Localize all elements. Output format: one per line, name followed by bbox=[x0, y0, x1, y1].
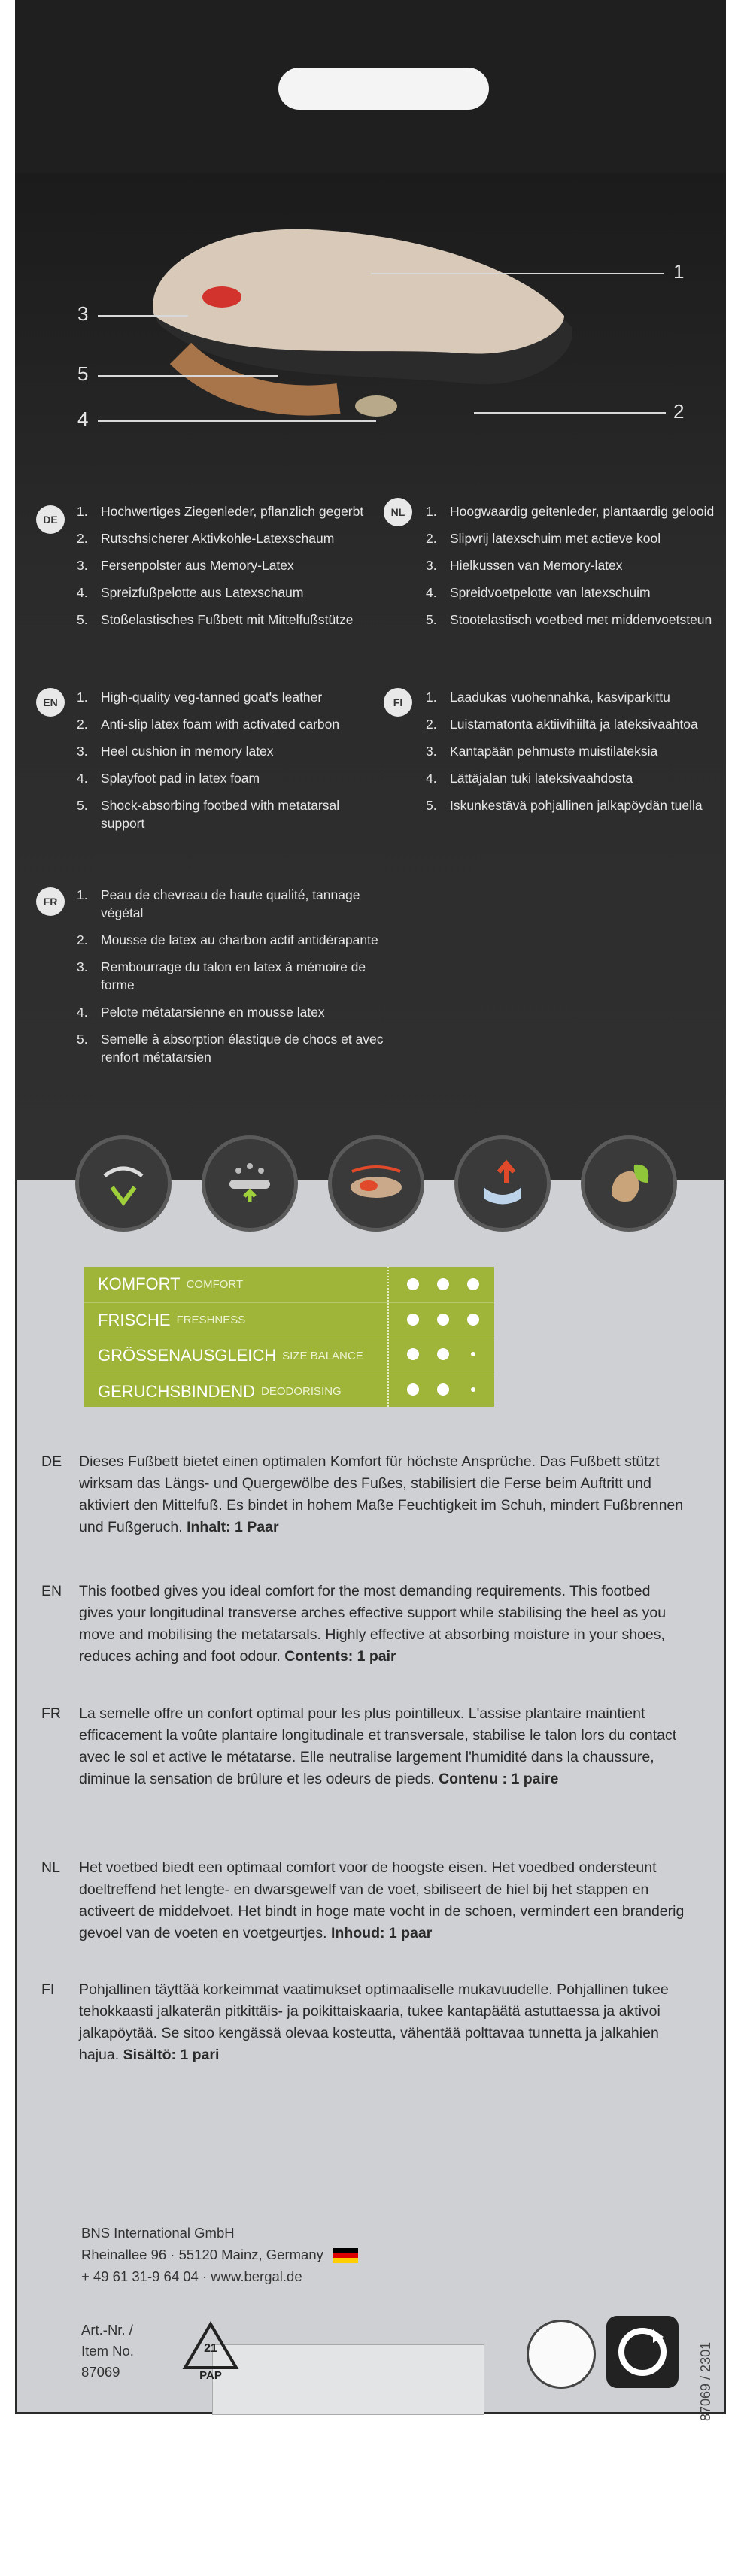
feature-item: 4. Spreidvoetpelotte van latexschuim bbox=[426, 585, 651, 600]
company-name: BNS International GmbH bbox=[81, 2225, 235, 2241]
rating-dot bbox=[437, 1348, 449, 1360]
recycle-material: PAP bbox=[199, 2369, 222, 2382]
company-street: Rheinallee 96 · 55120 Mainz, Germany bbox=[81, 2247, 323, 2262]
feature-list-fr bbox=[77, 886, 385, 1075]
callout-line-4 bbox=[98, 420, 376, 422]
feature-item: 2. Luistamatonta aktiivihiiltä ja lateksivaahtoa bbox=[426, 717, 698, 732]
feature-list-nl bbox=[426, 502, 734, 638]
feature-list-de bbox=[77, 502, 385, 638]
rating-dot bbox=[407, 1314, 419, 1326]
feature-item: 1. Laadukas vuohennahka, kasviparkittu bbox=[426, 689, 670, 705]
breathable-foam-icon bbox=[202, 1135, 298, 1232]
rating-dot bbox=[471, 1387, 475, 1392]
feature-item: 3. Kantapään pehmuste muistilateksia bbox=[426, 744, 658, 759]
rating-row: GRÖSSENAUSGLEICH SIZE BALANCE bbox=[84, 1338, 494, 1374]
callout-5: 5 bbox=[77, 362, 89, 385]
rating-dot bbox=[407, 1383, 419, 1396]
feature-item: 5. Stootelastisch voetbed met middenvoetsteun bbox=[426, 612, 712, 627]
hanger-tab bbox=[15, 0, 726, 177]
recycled-paper-seal-icon bbox=[527, 2320, 596, 2389]
rating-panel bbox=[84, 1267, 494, 1407]
insole-illustration bbox=[113, 203, 602, 444]
flexible-arch-icon bbox=[75, 1135, 172, 1232]
feature-list-en bbox=[77, 688, 385, 841]
company-contact: + 49 61 31-9 64 04 · www.bergal.de bbox=[81, 2268, 302, 2284]
callout-2: 2 bbox=[673, 400, 685, 423]
product-code-vertical: 87069 / 2301 bbox=[698, 2341, 713, 2421]
heel-cushion-icon bbox=[328, 1135, 424, 1232]
feature-item: 2. Anti-slip latex foam with activated carbon bbox=[77, 717, 340, 732]
badge-en: EN bbox=[36, 688, 65, 717]
callout-4: 4 bbox=[77, 408, 89, 430]
moisture-absorb-icon bbox=[454, 1135, 551, 1232]
callout-1: 1 bbox=[673, 260, 685, 283]
feature-item: 2. Slipvrij latexschuim met actieve kool bbox=[426, 531, 661, 546]
eco-leaf-icon bbox=[581, 1135, 677, 1232]
feature-item: 4. Spreizfußpelotte aus Latexschaum bbox=[77, 585, 304, 600]
feature-list-fi bbox=[426, 688, 734, 823]
callout-line-1 bbox=[371, 273, 664, 274]
feature-item: 1. High-quality veg-tanned goat's leather bbox=[77, 689, 323, 705]
feature-item: 5. Semelle à absorption élastique de chocs et avec renfort métatarsien bbox=[77, 1032, 384, 1065]
feature-item: 5. Iskunkestävä pohjallinen jalkapöydän tuella bbox=[426, 798, 703, 813]
badge-fi: FI bbox=[384, 688, 412, 717]
feature-item: 4. Pelote métatarsienne en mousse latex bbox=[77, 1005, 325, 1020]
feature-item: 5. Stoßelastisches Fußbett mit Mittelfußstütze bbox=[77, 612, 354, 627]
description-de: DE Dieses Fußbett bietet einen optimalen Komfort für höchste Ansprüche. Das Fußbett stützt wirksam das Längs- und Quergewölbe des Fußes, stabilisiert die Ferse beim Auftritt und aktiviert den Mittelfuß. Es bindet in hohem Maße Feuchtigkeit im Schuh, mindert Fußbrennen und Fußgeruch. Inhalt: 1 Paar bbox=[41, 1453, 684, 1535]
rating-dot bbox=[467, 1278, 479, 1290]
rating-row: FRISCHE FRESHNESS bbox=[84, 1303, 494, 1339]
feature-item: 4. Splayfoot pad in latex foam bbox=[77, 771, 260, 786]
rating-dot bbox=[407, 1348, 419, 1360]
recycle-code: 21 bbox=[204, 2342, 217, 2355]
box-tab bbox=[212, 2344, 484, 2415]
description-fi: FI Pohjallinen täyttää korkeimmat vaatimukset optimaaliselle mukavuudelle. Pohjallinen tukee tehokkaasti jalkaterän pitkittäis- ja poikittaiskaaria, tukee kantapäätä astuttaessa ja aktivoi jalkapöytää. Se sitoo kengässä olevaa kosteutta, vähentää polttavaa tunnetta ja jalkahien hajua. Sisältö: 1 pari bbox=[41, 1981, 669, 2063]
rating-dot bbox=[437, 1314, 449, 1326]
feature-item: 1. Peau de chevreau de haute qualité, tannage végétal bbox=[77, 887, 360, 920]
description-nl: NL Het voetbed biedt een optimaal comfort voor de hoogste eisen. Het voedbed ondersteunt doeltreffend het lengte- en dwarsgewelf van de voet, sbiliseert de hiel bij het stappen en activeert de middelvoet. Het bindt in hoge mate vocht in de schoen, vermindert een branderig gevoel van de voeten en voetgeurtjes. Inhoud: 1 paar bbox=[41, 1859, 685, 1941]
callout-3: 3 bbox=[77, 302, 89, 325]
feature-item: 3. Fersenpolster aus Memory-Latex bbox=[77, 558, 294, 573]
badge-de: DE bbox=[36, 505, 65, 534]
recycle-pap-icon bbox=[181, 2320, 241, 2387]
feature-item: 2. Rutschsicherer Aktivkohle-Latexschaum bbox=[77, 531, 335, 546]
callout-line-3 bbox=[98, 315, 188, 317]
badge-fr: FR bbox=[36, 887, 65, 916]
feature-item: 4. Lättäjalan tuki lateksivaahdosta bbox=[426, 771, 633, 786]
recycling-arrows-icon bbox=[606, 2316, 679, 2388]
article-number: Art.-Nr. / Item No. 87069 bbox=[81, 2322, 134, 2380]
german-flag-icon bbox=[333, 2248, 358, 2263]
feature-item: 1. Hochwertiges Ziegenleder, pflanzlich gegerbt bbox=[77, 504, 364, 519]
rating-dot bbox=[407, 1278, 419, 1290]
rating-row: KOMFORT COMFORT bbox=[84, 1267, 494, 1303]
rating-dots bbox=[387, 1267, 494, 1407]
rating-row: GERUCHSBINDEND DEODORISING bbox=[98, 1381, 342, 1401]
callout-line-5 bbox=[98, 375, 278, 377]
rating-dot bbox=[471, 1352, 475, 1356]
description-fr: FR La semelle offre un confort optimal pour les plus pointilleux. L'assise plantaire maintient efficacement la voûte plantaire longitudinale et transversale, stabilise le talon lors du contact avec le sol et active le métatarse. Elle neutralise largement l'humidité dans la chaussure, diminue la sensation de brûlure et les odeurs de pieds. Contenu : 1 paire bbox=[41, 1705, 677, 1787]
feature-item: 3. Rembourrage du talon en latex à mémoire de forme bbox=[77, 959, 366, 993]
hang-hole bbox=[278, 68, 489, 110]
rating-dot bbox=[437, 1278, 449, 1290]
callout-line-2 bbox=[474, 412, 666, 414]
feature-item: 1. Hoogwaardig geitenleder, plantaardig gelooid bbox=[426, 504, 715, 519]
company-address bbox=[81, 2222, 358, 2287]
rating-dot bbox=[467, 1314, 479, 1326]
feature-item: 5. Shock-absorbing footbed with metatarsal support bbox=[77, 798, 340, 831]
rating-dot bbox=[437, 1383, 449, 1396]
description-en: EN This footbed gives you ideal comfort for the most demanding requirements. This footbed gives your longitudinal transverse arches effective support while stabilising the heel as you move and mobilising the metatarsals. Highly effective at absorbing moisture in your shoes, reduces aching and foot odour. Contents: 1 pair bbox=[41, 1583, 667, 1665]
badge-nl: NL bbox=[384, 498, 412, 526]
feature-item: 2. Mousse de latex au charbon actif antidérapante bbox=[77, 932, 378, 947]
feature-item: 3. Hielkussen van Memory-latex bbox=[426, 558, 623, 573]
feature-item: 3. Heel cushion in memory latex bbox=[77, 744, 274, 759]
feature-icons bbox=[75, 1135, 677, 1232]
